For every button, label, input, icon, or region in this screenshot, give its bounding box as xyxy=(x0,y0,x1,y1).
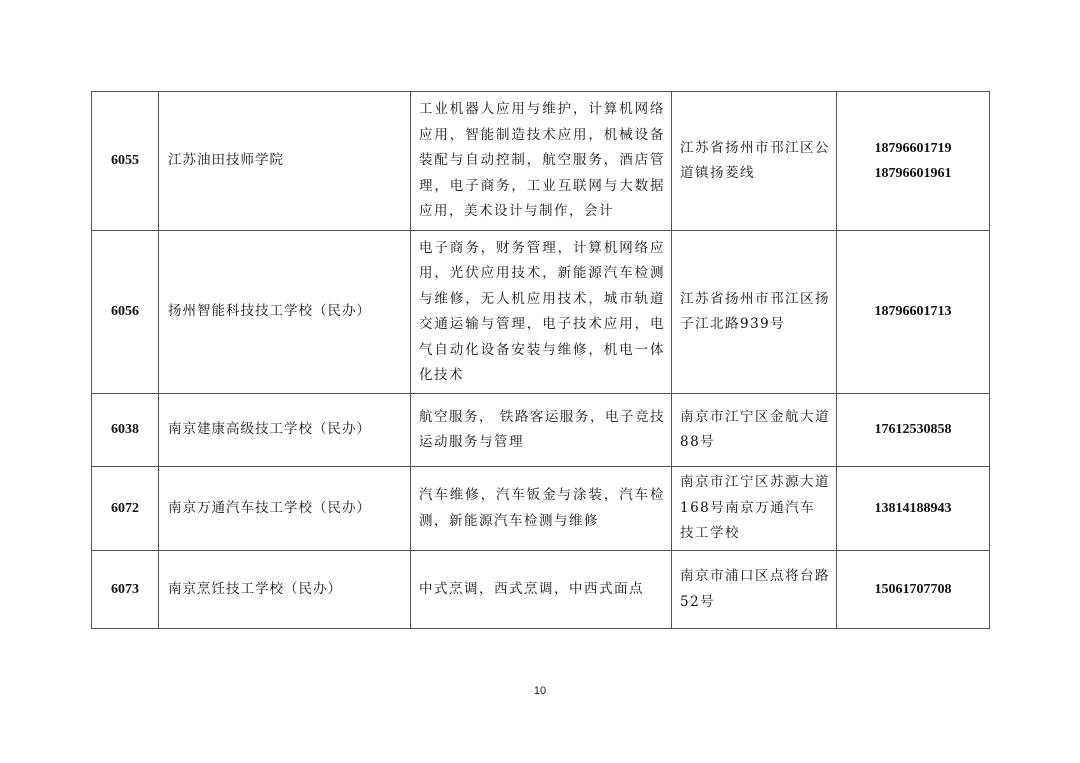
school-address: 南京市浦口区点将台路52号 xyxy=(672,551,837,629)
school-name: 南京万通汽车技工学校（民办） xyxy=(159,467,411,551)
phone-number: 15061707708 xyxy=(874,581,952,597)
school-majors: 中式烹调，西式烹调，中西式面点 xyxy=(411,551,672,629)
school-majors: 电子商务，财务管理，计算机网络应用，光伏应用技术，新能源汽车检测与维修，无人机应用技术，城市轨道交通运输与管理，电子技术应用，电气自动化设备安装与维修，机电一体化技术 xyxy=(411,231,672,394)
school-phone-cell xyxy=(837,551,990,629)
school-address: 江苏省扬州市邗江区扬子江北路939号 xyxy=(672,231,837,394)
school-name: 南京建康高级技工学校（民办） xyxy=(159,394,411,467)
phone-number: 18796601719 xyxy=(874,140,952,156)
school-code: 6072 xyxy=(92,467,159,551)
school-name: 江苏油田技师学院 xyxy=(159,92,411,231)
school-address: 江苏省扬州市邗江区公道镇扬菱线 xyxy=(672,92,837,231)
school-majors: 工业机器人应用与维护，计算机网络应用，智能制造技术应用，机械设备装配与自动控制，航空服务，酒店管理，电子商务，工业互联网与大数据应用，美术设计与制作，会计 xyxy=(411,92,672,231)
phone-number: 17612530858 xyxy=(874,422,952,438)
school-phone-cell xyxy=(837,92,990,231)
school-code: 6055 xyxy=(92,92,159,231)
school-phone-cell xyxy=(837,467,990,551)
school-address: 南京市江宁区金航大道88号 xyxy=(672,394,837,467)
school-phone-cell xyxy=(837,394,990,467)
school-code: 6056 xyxy=(92,231,159,394)
table-row xyxy=(92,551,990,629)
table-row xyxy=(92,467,990,551)
school-phone-cell xyxy=(837,231,990,394)
table-row xyxy=(92,92,990,231)
school-code: 6073 xyxy=(92,551,159,629)
school-name: 南京烹饪技工学校（民办） xyxy=(159,551,411,629)
page-number: 10 xyxy=(533,685,547,697)
phone-number: 13814188943 xyxy=(874,500,952,516)
school-majors: 汽车维修，汽车钣金与涂装，汽车检测，新能源汽车检测与维修 xyxy=(411,467,672,551)
table-row xyxy=(92,231,990,394)
school-address: 南京市江宁区苏源大道168号南京万通汽车技工学校 xyxy=(672,467,837,551)
table-row xyxy=(92,394,990,467)
school-name: 扬州智能科技技工学校（民办） xyxy=(159,231,411,394)
phone-number: 18796601713 xyxy=(874,304,952,320)
phone-number: 18796601961 xyxy=(874,166,952,181)
school-code: 6038 xyxy=(92,394,159,467)
school-majors: 航空服务， 铁路客运服务，电子竞技运动服务与管理 xyxy=(411,394,672,467)
school-table xyxy=(91,91,990,629)
